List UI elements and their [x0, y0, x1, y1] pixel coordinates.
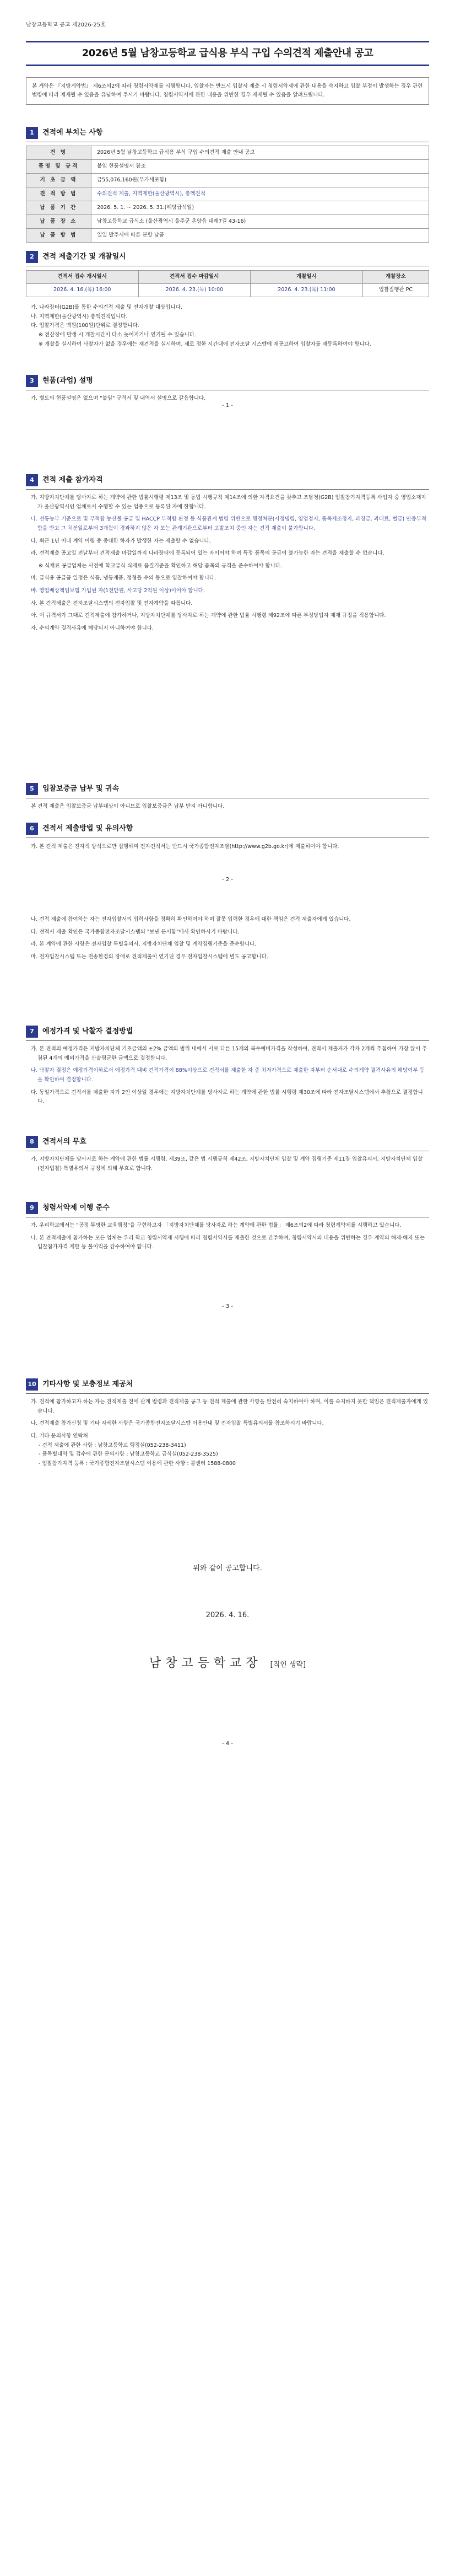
info-row: [26, 229, 429, 243]
section-9-heading: [26, 1202, 429, 1214]
note-item: 가. 본 견적 제출은 전자적 방식으로만 집행하며 전자견적서는 반드시 국가종합전자조달(http://www.g2b.go.kr)에 제출하여야 합니다.: [31, 844, 339, 850]
info-table: [26, 146, 429, 243]
section-number: 2: [26, 251, 38, 263]
note-item: 가. 우리학교에서는 "공정 투명한 교육행정"을 구현하고자 「지방자치단체를 당사자로 하는 계약에 관한 법률」 제6조의2에 따라 청렴계약제를 시행하고 있습니다.: [31, 1222, 402, 1228]
schedule-table: [26, 270, 429, 297]
note-item: 나. 견적 제출에 참여하는 자는 전자입찰서의 입력사항을 정확히 확인하여야 하며 잘못 입력한 경우에 대한 책임은 견적 제출자에게 있습니다.: [31, 916, 351, 922]
note-item: 마. 급식용 공급품 일정은 식품, 냉동제품, 정형을 수의 등으로 입찰하여야 합니다.: [31, 575, 216, 582]
note-item: 마. 전자입찰시스템 또는 전송환경의 장애로 견적제출이 연기된 경우 전자입찰시스템에 별도 공고합니다.: [31, 953, 268, 960]
schedule-cell: 2026. 4. 16.(목) 16:00: [26, 284, 139, 297]
note-item: - 품목별내역 및 검수에 관한 문의사항 : 남창고등학교 급식실(052-238-3525): [39, 1451, 218, 1458]
section-label: 견적서의 무효: [42, 1137, 86, 1146]
info-key: 납 품 장 소: [26, 215, 91, 229]
section-number: 8: [26, 1136, 38, 1148]
schedule-header: 개찰장소: [362, 271, 429, 284]
note-item: ※ 식재료 공급업체는 사전에 학교급식 식재료 품질기준을 확인하고 해당 품목의 규격을 준수하여야 합니다.: [39, 562, 282, 569]
section-label: 견적에 부치는 사항: [42, 128, 103, 137]
intro-text: 본 계약은 『지방계약법』 제6조의2에 따라 청렴서약제를 시행합니다. 입찰자는 반드시 입찰서 제출 시 청렴서약제에 관한 내용을 숙지하고 입찰 부정이 발생하는 경우 관련 법령에 따라 제재될 수 있음을 유념하여 주시기 바랍니다. 청렴서약서에 관한 내용을 위반한 경우 제재될 수 있음을 알려드립니다.: [32, 83, 423, 99]
seal-note: [직인 생략]: [270, 1661, 306, 1669]
info-row: [26, 160, 429, 174]
info-row: [26, 215, 429, 229]
info-key: 기 초 금 액: [26, 174, 91, 187]
note-item: - 견적 제출에 관한 사항 : 남창고등학교 행정실(052-238-3411): [39, 1442, 186, 1448]
page-number: - 4 -: [222, 1741, 233, 1747]
section-label: 청렴서약제 이행 준수: [42, 1203, 110, 1212]
section-5-text: [31, 802, 429, 812]
section-2-heading: [26, 251, 429, 263]
section-number: 1: [26, 127, 38, 139]
section-number: 3: [26, 375, 38, 387]
info-row: [26, 201, 429, 215]
section-label: 예정가격 및 낙찰자 결정방법: [42, 1027, 133, 1035]
info-row: [26, 187, 429, 201]
section-number: 6: [26, 823, 38, 835]
note-item: 다. 기타 문의사항 연락처: [31, 1432, 88, 1439]
section-label: 입찰보증금 납부 및 귀속: [42, 784, 120, 793]
info-key: 납 품 방 법: [26, 229, 91, 243]
note-item: 아. 이 규격서가 그대로 견적제출에 참가하거나, 지방자치단체를 당사자로 하는 계약에 관한 법률 시행령 제92조에 따른 부정당업자 제재 규정을 적용합니다.: [31, 613, 386, 619]
title-box: [26, 41, 429, 66]
schedule-header: 견적서 접수 마감일시: [138, 271, 251, 284]
note-item: 다. 동일가격으로 견적서를 제출한 자가 2인 이상일 경우에는 지방자치단체를 당사자로 하는 계약에 관한 법률 시행령 제30조에 따라 전자조달시스템에서 추첨으로 결정합니다.: [31, 1089, 423, 1105]
note-item: 나. 본 견적제출에 참가하는 모든 업체는 우리 학교 청렴서약제 시행에 따라 청렴서약서를 제출한 것으로 간주하며, 청렴서약서의 내용을 위반하는 경우 계약의 해제·해지 또는 입찰참가자격 제한 등 불이익을 감수하여야 합니다.: [31, 1235, 425, 1251]
section-8-notes: [31, 1155, 429, 1173]
note-item: 자. 수의계약 결격사유에 해당되지 아니하여야 합니다.: [31, 625, 154, 631]
info-value: 2026년 5월 남창고등학교 급식용 부식 구입 수의견적 제출 안내 공고: [91, 146, 429, 160]
section-6-heading: [26, 823, 429, 835]
signer: [0, 1654, 455, 1673]
section-number: 7: [26, 1026, 38, 1038]
info-value: 일일 발주서에 따른 분할 납품: [91, 229, 429, 243]
note-item: 라. 본 계약에 관한 사항은 전자입찰 특별유의서, 지방자치단체 입찰 및 계약집행기준을 준수합니다.: [31, 941, 257, 948]
section-1-heading: [26, 127, 429, 139]
note-item: 나. 지역제한(울산광역시) 총액견적입니다.: [31, 313, 128, 320]
info-value: 붙임 현품설명서 참조: [91, 160, 429, 174]
page-title: 2026년 5월 남창고등학교 급식용 부식 구입 수의견적 제출안내 공고: [82, 47, 373, 60]
section-6-notes-a: [31, 842, 429, 852]
info-value: 2026. 5. 1. ~ 2026. 5. 31.(해당급식일): [91, 201, 429, 215]
note-item: 나. 견적제출 참가신청 및 기타 자세한 사항은 국가종합전자조달시스템 이용안내 및 전자입찰 특별유의서를 참조하시기 바랍니다.: [31, 1420, 324, 1427]
note-item: 다. 입찰가격은 백원(100원)단위로 결정합니다.: [31, 323, 139, 329]
section-label: 현품(과업) 설명: [42, 376, 93, 385]
section-3-heading: [26, 375, 429, 387]
notice-number: 남창고등학교 공고 제2026-25호: [26, 22, 106, 28]
section-2-notes: [31, 303, 429, 349]
info-key: 납 품 기 간: [26, 201, 91, 215]
note-item: 가. 나라장터(G2B)를 통한 수의견적 제출 및 전자개찰 대상입니다.: [31, 304, 182, 310]
page-number: - 2 -: [222, 877, 233, 883]
info-row: [26, 174, 429, 187]
page-number: - 3 -: [222, 1303, 233, 1310]
closing-date: 2026. 4. 16.: [205, 1611, 250, 1619]
note-item: ※ 전산장애 발생 시 개찰시간이 다소 늦어지거나 연기될 수 있습니다.: [39, 331, 196, 338]
section-6-notes-b: [31, 915, 429, 962]
section-10-notes: [31, 1398, 429, 1468]
info-value: 남창고등학교 급식소 (울산광역시 울주군 온양읍 대래7길 43-16): [91, 215, 429, 229]
section-9-notes: [31, 1221, 429, 1252]
schedule-header: 견적서 접수 개시일시: [26, 271, 139, 284]
section-number: 9: [26, 1202, 38, 1214]
closing-line: 위와 같이 공고합니다.: [193, 1564, 262, 1573]
info-key: 품명 및 규격: [26, 160, 91, 174]
section-label: 견적서 제출방법 및 유의사항: [42, 824, 133, 833]
schedule-cell: 2026. 4. 23.(목) 11:00: [251, 284, 363, 297]
info-row: [26, 146, 429, 160]
note-item: 본 견적 제출은 입찰보증금 납부대상이 아니므로 입찰보증금은 납부 받지 아니합니다.: [31, 803, 225, 809]
note-item: 사. 본 견적제출은 전자조달시스템의 전자입찰 및 전자계약을 따릅니다.: [31, 600, 193, 607]
schedule-cell: 입찰집행관 PC: [362, 284, 429, 297]
note-item: 바. 영업배상책임보험 가입된 자(1천만원, 사고당 2억원 이상)이어야 합니다.: [31, 588, 205, 594]
section-7-notes: [31, 1045, 429, 1107]
note-item: 가. 별도의 현품설명은 없으며 "붙임" 규격서 및 내역서 설명으로 갈음합니다.: [31, 395, 206, 401]
schedule-cell: 2026. 4. 23.(목) 10:00: [138, 284, 251, 297]
section-8-heading: [26, 1136, 429, 1148]
section-label: 견적 제출 참가자격: [42, 475, 103, 484]
section-10-heading: [26, 1378, 429, 1391]
note-item: 가. 지방자치단체를 당사자로 하는 계약에 관한 법률시행령 제13조 및 동법 시행규칙 제14조에 의한 자격요건을 갖추고 조달청(G2B) 입찰참가자격등록 사업자 중 영업소재지가 울산광역시인 업체로서 수행할 수 있는 업종으로 등록된 자에 한합니다.: [31, 495, 426, 510]
schedule-header: 개찰일시: [251, 271, 363, 284]
section-7-heading: [26, 1026, 429, 1038]
info-value: 수의견적 제출, 지역제한(울산광역시), 총액견적: [91, 187, 429, 201]
section-label: 기타사항 및 보충정보 제공처: [42, 1380, 133, 1388]
note-item: 가. 본 견적의 예정가격은 지방자치단체 기초금액의 ±2% 금액의 범위 내에서 서로 다른 15개의 복수예비가격을 작성하여, 견적서 제출자가 각자 2개씩 추첨하여 가장 많이 추첨된 4개의 예비가격을 산술평균한 금액으로 결정합니다.: [31, 1046, 427, 1061]
section-label: 견적 제출기간 및 개찰일시: [42, 252, 126, 261]
note-item: 가. 견적에 참가하고자 하는 자는 견적제출 전에 관계 법령과 견적제출 공고 등 견적 제출에 관한 사항을 완전히 숙지하여야 하며, 이를 숙지하지 못한 책임은 견적제출자에게 있습니다.: [31, 1399, 428, 1414]
info-key: 견 적 방 법: [26, 187, 91, 201]
section-4-notes: [31, 493, 429, 634]
signer-name: 남창고등학교장: [149, 1656, 262, 1670]
note-item: ※ 개찰을 실시하여 낙찰자가 없을 경우에는 재견적을 실시하며, 새로 정한 시간대에 전자조달 시스템에 재공고하여 입찰자를 재등록하여야 합니다.: [39, 341, 371, 347]
page-number: - 1 -: [222, 402, 233, 409]
section-number: 4: [26, 474, 38, 486]
note-item: 나. 전통농부 기준으로 및 부적합 농산물 공급 및 HACCP 부적합 판정 등 식품관계 법령 위반으로 행정처분(시정명령, 영업정지, 품목제조정지, 과징금, 과태료, 벌금) 인증부적합을 받고 그 처분일로부터 3개월이 경과하지 않은 자 또는 관계기관으로부터 고발조치 중인 자는 견적 제출이 불가합니다.: [31, 516, 426, 532]
section-number: 5: [26, 783, 38, 795]
note-item: 다. 견적서 제출 확인은 국가종합전자조달시스템의 "보낸 문서함"에서 확인하시기 바랍니다.: [31, 929, 240, 935]
note-item: 가. 지방자치단체를 당사자로 하는 계약에 관한 법률 시행령, 제39조, 같은 법 시행규칙 제42조, 지방자치단체 입찰 및 계약 집행기준 제11장 입찰유의서, 지방자치단체 입찰(전자입찰) 특별유의서 규정에 의해 무효로 합니다.: [31, 1156, 423, 1172]
section-5-heading: [26, 783, 429, 795]
section-number: 10: [26, 1378, 38, 1391]
intro-box: [26, 77, 429, 105]
note-item: - 입찰참가자격 등록 : 국가종합전자조달시스템 이용에 관한 사항 : 콜센터 1588-0800: [39, 1460, 236, 1467]
note-item: 나. 낙찰자 결정은 예정가격이하로서 예정가격 대비 견적가격이 88%이상으로 견적서를 제출한 자 중 최저가격으로 제출한 자부터 순서대로 수의계약 결격사유의 해당여부 등을 확인하여 결정합니다.: [31, 1067, 425, 1083]
note-item: 다. 최근 1년 이내 계약 이행 중 중대한 하자가 발생한 자는 제출할 수 없습니다.: [31, 538, 211, 544]
info-value: 금55,076,160원(부가세포함): [91, 174, 429, 187]
info-key: 건 명: [26, 146, 91, 160]
section-4-heading: [26, 474, 429, 486]
note-item: 라. 견적제출 공고일 전날부터 견적제출 마감일까지 나라장터에 등록되어 있는 자이어야 하며 특정 품목의 공급이 불가능한 자는 견적을 제출할 수 없습니다.: [31, 550, 384, 557]
